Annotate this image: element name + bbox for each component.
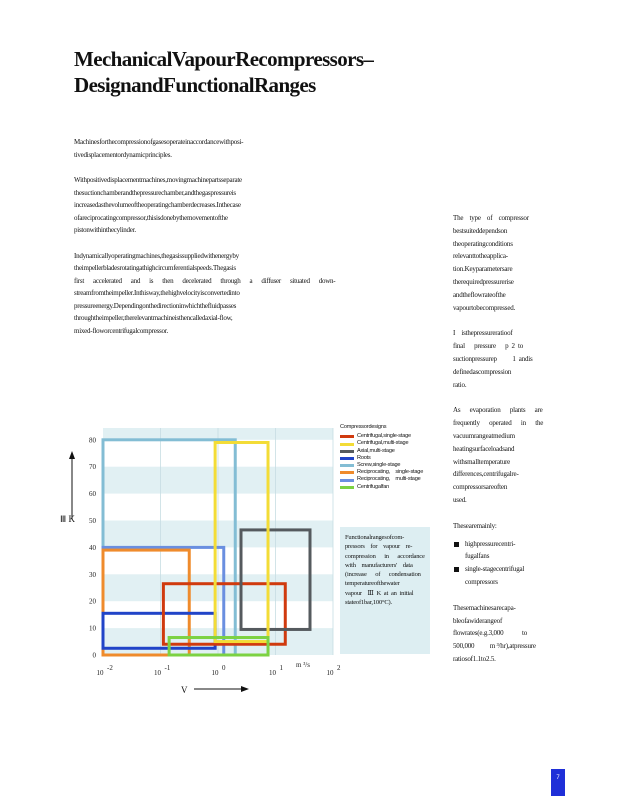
y-tick-label: 50: [89, 517, 96, 525]
bullet-item: single-stagecentrifugal compressors: [453, 563, 557, 589]
x-tick-label: 10: [269, 669, 276, 677]
y-axis-arrowhead: [69, 451, 75, 459]
right-paragraph-2: I isthepressureratioof final pressure p 2 to suctionpressurep 1 andis definedascompression ratio.: [453, 329, 533, 389]
legend-item: [340, 484, 440, 491]
legend-swatch: [340, 471, 354, 474]
legend-swatch: [340, 479, 354, 482]
legend-item: [340, 469, 440, 476]
x-tick-label: 10: [154, 669, 161, 677]
right-paragraph-4: Thesearemainly:: [453, 521, 497, 530]
y-tick-label: 80: [89, 436, 96, 445]
intro-paragraph-3: Indynamicallyoperatingmachines,thegasissuppliedwithenergyby theimpellerbladesrotatingathighcircumferentialspeeds.Thegasis first accelerated and is then decelerated through a diffuser situated down- streamfromtheimpeller.Inthisway,thehighvelocityisconvertedinto pressureenergy.Dependingonthedirectioninwhichthefluidpasses throughtheimpeller,therelevantmachineisthencalledaxial-flow, mixed-floworcentrifugalcompressor.: [74, 251, 336, 335]
legend-item: [340, 455, 440, 462]
x-tick-exponent: 0: [222, 664, 226, 672]
y-tick-label: 30: [89, 570, 96, 579]
right-paragraph-3: As evaporation plants are frequently operated in the vacuumrangeatmedium heatingsurfaceloadsand withsmalltemperature differences,centrifugalre- compressorsareoften used.: [453, 406, 544, 504]
page-title-line-1: MechanicalVapourRecompressors–: [74, 47, 374, 71]
legend-item: [340, 448, 440, 455]
x-tick-exponent: -1: [164, 664, 171, 672]
y-axis-label: Ⅲ K: [60, 514, 75, 524]
legend-item: [340, 476, 440, 483]
x-tick-exponent: -2: [107, 664, 113, 672]
x-tick-label: 10: [211, 669, 219, 677]
legend-swatch: [340, 464, 354, 467]
legend-label: Axial,multi-stage: [357, 447, 395, 454]
legend-label: Centrifugal,multi-stage: [357, 440, 409, 447]
bullet-item: highpressurecentri- fugalfans: [453, 538, 557, 564]
page-title-line-2: DesignandFunctionalRanges: [74, 73, 316, 97]
legend-label: Centrifugal,single-stage: [357, 433, 411, 440]
legend-item: [340, 440, 440, 447]
legend-label: Centrifugalfan: [357, 483, 390, 490]
y-tick-label: 70: [89, 463, 96, 472]
right-paragraph-1: The type of compressor bestsuiteddependson theoperatingconditions relevanttotheapplica- tion.Keyparametersare therequiredpressurerise andtheflowrateofthe vapourtobecompressed.: [453, 214, 529, 312]
legend-title: Compressordesigns: [340, 424, 387, 430]
y-tick-label: 20: [89, 597, 96, 606]
y-axis-tick-labels: [89, 436, 97, 659]
intro-paragraph-1: Machinesforthecompressionofgasesoperateinaccordancewithposi- tivedisplacementordynamicprinciples.: [74, 138, 244, 159]
y-tick-label: 0: [92, 651, 96, 660]
y-tick-label: 60: [89, 490, 96, 499]
y-tick-label: 40: [89, 543, 96, 552]
intro-paragraph-2: Withpositivedisplacementmachines,movingmachinepartsseparate thesuctionchamberandthepressurechamber,andthegaspressureis increasedasthevolumeoftheoperatingchamberdecreases.Inthecase ofareciprocatingcompressor,thisisdonebythemovementofthe pistonwithinthecylinder.: [74, 176, 242, 234]
page-number-tab: 7: [551, 769, 565, 796]
x-tick-label: 10: [326, 669, 334, 677]
x-tick-exponent: 2: [337, 664, 341, 672]
legend-swatch: [340, 443, 354, 446]
x-axis-label: V: [181, 685, 188, 695]
legend-swatch: [340, 486, 354, 489]
x-axis-unit: m ³/s: [296, 661, 310, 669]
legend-swatch: [340, 457, 354, 460]
chart-caption-box: Functionalrangesofcom- pressors for vapour re- compression in accordance with manufacturers' data (increase of condensation temperatureofthewater vapour Ⅲ K at an initial stateof1bar,100°C).: [340, 527, 430, 654]
legend-label: Roots: [357, 454, 371, 461]
x-tick-exponent: 1: [279, 664, 283, 672]
legend-label: Screw,single-stage: [357, 462, 401, 469]
legend-swatch: [340, 450, 354, 453]
legend-label: Reciprocating, single-stage: [357, 469, 424, 476]
legend-label: Reciprocating, multi-stage: [357, 476, 421, 483]
right-paragraph-5: Thesemachinesarecapa- bleofawiderangeof flowrates(e.g.3,000 to 500,000 m ³/hr),atpressure ratiosof1.1to2.5.: [453, 603, 536, 663]
legend-swatch: [340, 435, 354, 438]
legend-item: [340, 462, 440, 469]
x-axis-arrowhead: [241, 686, 249, 692]
chart-legend: [340, 424, 440, 491]
legend-item: [340, 433, 440, 440]
y-tick-label: 10: [89, 624, 96, 633]
x-tick-label: 10: [96, 669, 104, 677]
